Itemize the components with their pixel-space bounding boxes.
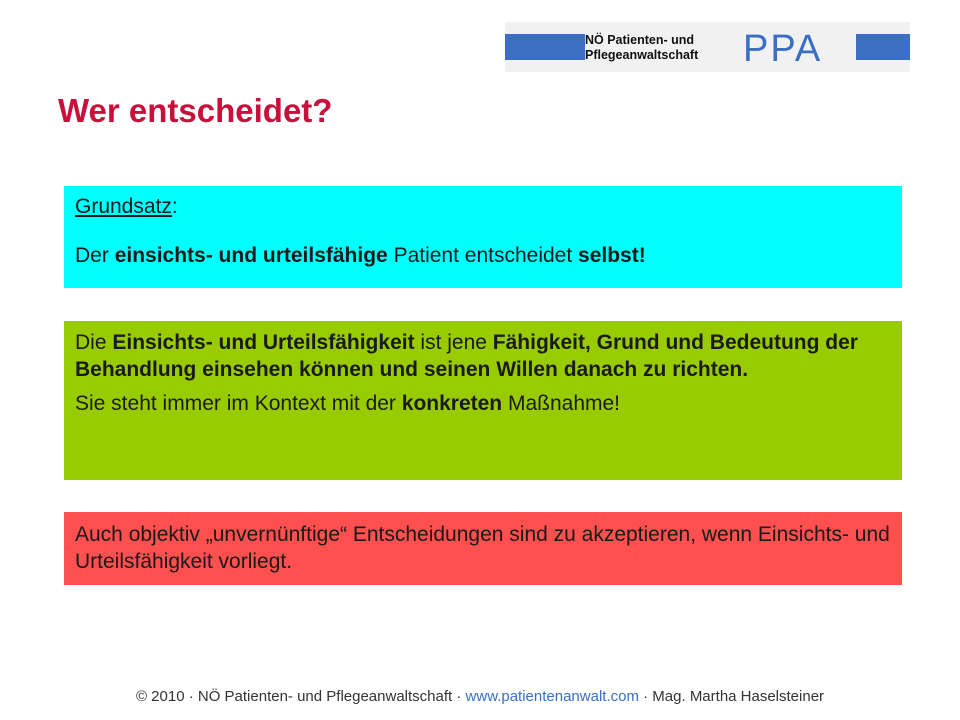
footer-copyright: © 2010 · NÖ Patienten- und Pflegeanwaltschaft · (135, 688, 466, 705)
logo-text (585, 33, 735, 63)
ppa-logo (743, 26, 853, 68)
logo-stripe-left (505, 34, 585, 60)
footer-author: · Mag. Martha Haselsteiner (638, 688, 825, 705)
logo-line-1: NÖ Patienten- und (585, 33, 695, 47)
ppa-logo-text: PPA (743, 28, 823, 68)
principle-box (64, 186, 902, 288)
logo-banner (505, 22, 910, 72)
footer-website-link[interactable]: www.patientenanwalt.com (465, 688, 639, 705)
page-title: Wer entscheidet? (58, 92, 333, 129)
logo-line-2: Pflegeanwaltschaft (585, 48, 699, 62)
footer (0, 688, 960, 705)
definition-box (64, 321, 902, 480)
logo-stripe-right (856, 34, 910, 60)
context-text: Sie steht immer im Kontext mit der konkreten Maßnahme! (75, 392, 621, 415)
note-text: Auch objektiv „unvernünftige“ Entscheidungen sind zu akzeptieren, wenn Einsichts- und Urteilsfähigkeit vorliegt. (75, 523, 890, 573)
principle-heading: Grundsatz: (75, 195, 178, 218)
principle-text: Der einsichts- und urteilsfähige Patient entscheidet selbst! (75, 244, 646, 267)
note-box (64, 512, 902, 585)
definition-text: Die Einsichts- und Urteilsfähigkeit ist jene Fähigkeit, Grund und Bedeutung der Behandlung einsehen können und seinen Willen danach zu richten. (75, 331, 858, 381)
